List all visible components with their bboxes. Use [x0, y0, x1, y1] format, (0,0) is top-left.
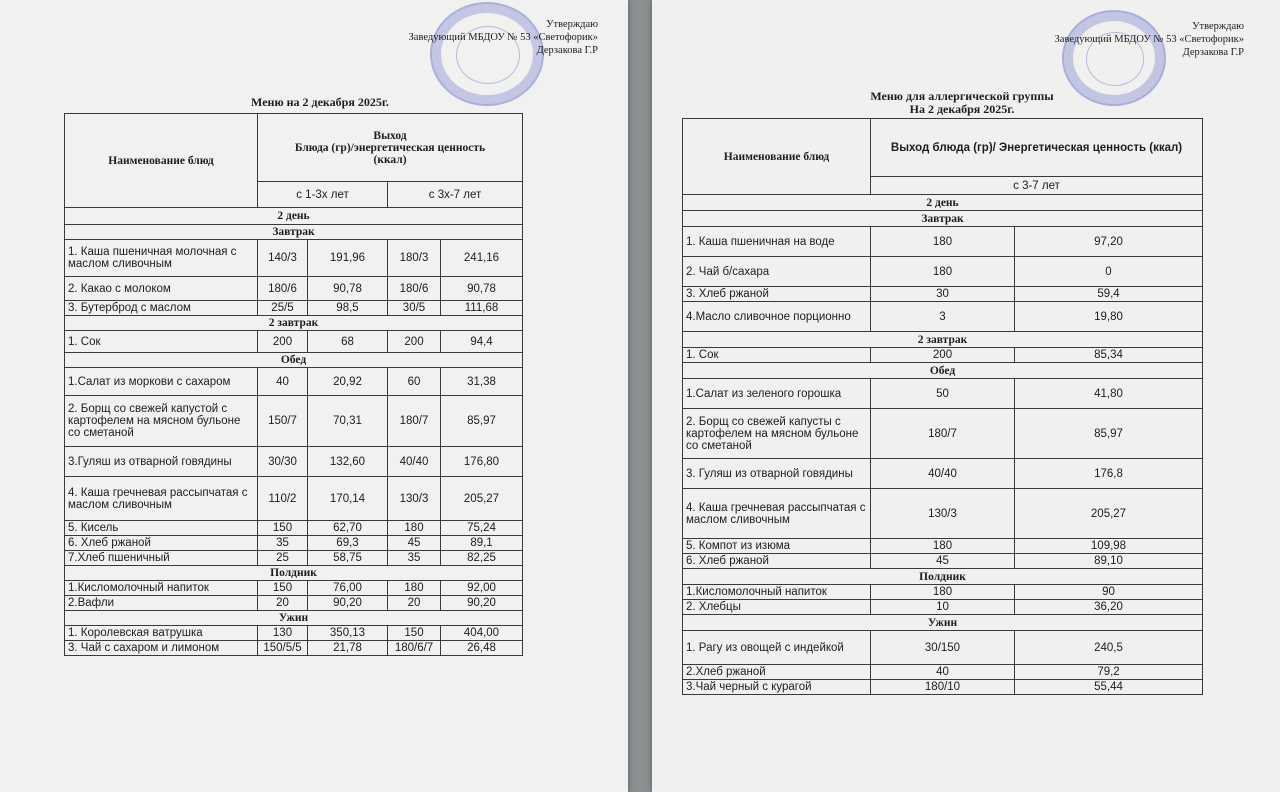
meal-section-title: Полдник — [683, 569, 1203, 585]
dish-row — [65, 596, 523, 611]
dish-kcal-3-7: 94,4 — [441, 331, 523, 353]
day-row — [683, 195, 1203, 211]
dish-kcal: 85,97 — [1015, 409, 1203, 459]
dish-name: 5. Компот из изюма — [683, 539, 871, 554]
dish-name: 2.Хлеб ржаной — [683, 665, 871, 680]
dish-name: 2. Борщ со свежей капустой с картофелем на мясном бульоне со сметаной — [65, 396, 258, 447]
meal-section-row — [65, 225, 523, 240]
dish-portion: 30/150 — [871, 631, 1015, 665]
meal-section-title: Ужин — [65, 611, 523, 626]
dish-name: 1. Сок — [65, 331, 258, 353]
dish-name: 6. Хлеб ржаной — [683, 554, 871, 569]
dish-name: 3.Чай черный с курагой — [683, 680, 871, 695]
dish-row — [683, 554, 1203, 569]
dish-name: 1. Каша пшеничная молочная с маслом сливочным — [65, 240, 258, 277]
dish-kcal: 79,2 — [1015, 665, 1203, 680]
dish-portion: 180/10 — [871, 680, 1015, 695]
meal-section-title: Ужин — [683, 615, 1203, 631]
dish-portion: 180 — [871, 227, 1015, 257]
title-line-group: Меню для аллергической группы — [870, 89, 1054, 103]
dish-kcal-1-3: 76,00 — [308, 581, 388, 596]
day-row — [65, 208, 523, 225]
dish-portion: 200 — [871, 348, 1015, 363]
dish-portion-1-3: 180/6 — [258, 277, 308, 301]
dish-row — [65, 331, 523, 353]
dish-portion: 10 — [871, 600, 1015, 615]
dish-kcal: 59,4 — [1015, 287, 1203, 302]
dish-kcal-3-7: 90,78 — [441, 277, 523, 301]
dish-portion: 50 — [871, 379, 1015, 409]
page-title: Меню на 2 декабря 2025г. — [251, 95, 389, 109]
dish-kcal-3-7: 75,24 — [441, 521, 523, 536]
dish-row — [65, 447, 523, 477]
dish-name: 1.Кисломолочный напиток — [65, 581, 258, 596]
dish-portion-3-7: 130/3 — [388, 477, 441, 521]
dish-name: 3. Гуляш из отварной говядины — [683, 459, 871, 489]
dish-portion: 180/7 — [871, 409, 1015, 459]
dish-row — [65, 368, 523, 396]
dish-portion-1-3: 110/2 — [258, 477, 308, 521]
dish-portion-3-7: 30/5 — [388, 301, 441, 316]
dish-row — [683, 257, 1203, 287]
dish-portion-3-7: 180 — [388, 581, 441, 596]
column-header-output — [258, 114, 523, 182]
dish-row — [65, 581, 523, 596]
dish-name: 3.Гуляш из отварной говядины — [65, 447, 258, 477]
dish-row — [683, 379, 1203, 409]
dish-portion: 30 — [871, 287, 1015, 302]
dish-portion-3-7: 60 — [388, 368, 441, 396]
column-header-age-1-3: с 1-3х лет — [258, 182, 388, 208]
dish-kcal-3-7: 89,1 — [441, 536, 523, 551]
dish-kcal-3-7: 31,38 — [441, 368, 523, 396]
dish-kcal-1-3: 132,60 — [308, 447, 388, 477]
approval-block — [300, 18, 598, 57]
output-header-line: Блюда (гр)/энергетическая ценность — [294, 141, 486, 154]
dish-name: 3. Хлеб ржаной — [683, 287, 871, 302]
dish-portion-1-3: 130 — [258, 626, 308, 641]
left-menu-sheet — [0, 0, 628, 792]
dish-portion-1-3: 140/3 — [258, 240, 308, 277]
column-header-age-3-7: с 3-7 лет — [871, 177, 1203, 195]
dish-portion-3-7: 45 — [388, 536, 441, 551]
dish-kcal: 205,27 — [1015, 489, 1203, 539]
approval-position: Заведующий МБДОУ № 53 «Светофорик» — [408, 32, 598, 43]
dish-kcal: 36,20 — [1015, 600, 1203, 615]
dish-portion-1-3: 150 — [258, 521, 308, 536]
meal-section-row — [65, 316, 523, 331]
dish-row — [683, 665, 1203, 680]
dish-name: 4. Каша гречневая рассыпчатая с маслом сливочным — [683, 489, 871, 539]
dish-name: 4.Масло сливочное порционно — [683, 302, 871, 332]
dish-kcal-1-3: 62,70 — [308, 521, 388, 536]
dish-portion: 180 — [871, 585, 1015, 600]
dish-kcal: 97,20 — [1015, 227, 1203, 257]
dish-kcal: 109,98 — [1015, 539, 1203, 554]
dish-portion-1-3: 150/5/5 — [258, 641, 308, 656]
meal-section-title: Завтрак — [683, 211, 1203, 227]
dish-kcal: 90 — [1015, 585, 1203, 600]
dish-portion-3-7: 180/7 — [388, 396, 441, 447]
dish-kcal-1-3: 98,5 — [308, 301, 388, 316]
dish-portion-3-7: 20 — [388, 596, 441, 611]
dish-kcal-1-3: 69,3 — [308, 536, 388, 551]
dish-name: 1. Рагу из овощей с индейкой — [683, 631, 871, 665]
dish-kcal-3-7: 85,97 — [441, 396, 523, 447]
dish-portion: 40 — [871, 665, 1015, 680]
approval-signatory: Дерзакова Г.Р — [1182, 47, 1244, 58]
column-header-name: Наименование блюд — [65, 114, 258, 208]
dish-kcal-3-7: 92,00 — [441, 581, 523, 596]
dish-name: 1.Кисломолочный напиток — [683, 585, 871, 600]
dish-portion-3-7: 180 — [388, 521, 441, 536]
dish-row — [65, 521, 523, 536]
dish-kcal-3-7: 176,80 — [441, 447, 523, 477]
page-title — [832, 90, 1092, 116]
dish-portion: 3 — [871, 302, 1015, 332]
dish-portion-1-3: 25/5 — [258, 301, 308, 316]
meal-section-row — [683, 569, 1203, 585]
meal-section-row — [65, 353, 523, 368]
dish-kcal-1-3: 20,92 — [308, 368, 388, 396]
dish-portion-1-3: 200 — [258, 331, 308, 353]
dish-row — [683, 302, 1203, 332]
title-line-date: На 2 декабря 2025г. — [909, 102, 1015, 116]
dish-portion-3-7: 200 — [388, 331, 441, 353]
dish-name: 2. Какао с молоком — [65, 277, 258, 301]
day-label: 2 день — [65, 208, 523, 225]
dish-kcal: 0 — [1015, 257, 1203, 287]
approval-block — [952, 20, 1244, 59]
dish-kcal-3-7: 111,68 — [441, 301, 523, 316]
dish-portion-3-7: 180/6/7 — [388, 641, 441, 656]
dish-portion-1-3: 20 — [258, 596, 308, 611]
dish-portion: 40/40 — [871, 459, 1015, 489]
dish-kcal-1-3: 90,20 — [308, 596, 388, 611]
dish-portion-3-7: 150 — [388, 626, 441, 641]
dish-kcal-3-7: 82,25 — [441, 551, 523, 566]
dish-name: 1. Каша пшеничная на воде — [683, 227, 871, 257]
dish-kcal: 41,80 — [1015, 379, 1203, 409]
dish-kcal-3-7: 205,27 — [441, 477, 523, 521]
dish-row — [65, 301, 523, 316]
dish-portion-1-3: 150/7 — [258, 396, 308, 447]
dish-row — [65, 396, 523, 447]
dish-row — [683, 348, 1203, 363]
dish-kcal-1-3: 191,96 — [308, 240, 388, 277]
dish-row — [65, 641, 523, 656]
column-header-name: Наименование блюд — [683, 119, 871, 195]
dish-portion-1-3: 30/30 — [258, 447, 308, 477]
dish-kcal-1-3: 68 — [308, 331, 388, 353]
dish-kcal-1-3: 21,78 — [308, 641, 388, 656]
meal-section-title: Завтрак — [65, 225, 523, 240]
dish-row — [65, 240, 523, 277]
meal-section-row — [683, 332, 1203, 348]
dish-portion: 180 — [871, 539, 1015, 554]
dish-kcal: 55,44 — [1015, 680, 1203, 695]
dish-row — [683, 489, 1203, 539]
dish-portion-1-3: 40 — [258, 368, 308, 396]
dish-kcal-1-3: 350,13 — [308, 626, 388, 641]
approval-position: Заведующий МБДОУ № 53 «Светофорик» — [1054, 34, 1244, 45]
dish-name: 5. Кисель — [65, 521, 258, 536]
dish-kcal-1-3: 58,75 — [308, 551, 388, 566]
approval-signatory: Дерзакова Г.Р — [536, 45, 598, 56]
dish-row — [65, 551, 523, 566]
dish-row — [65, 477, 523, 521]
dish-name: 2.Вафли — [65, 596, 258, 611]
meal-section-row — [683, 211, 1203, 227]
dish-kcal: 176,8 — [1015, 459, 1203, 489]
dish-row — [683, 227, 1203, 257]
dish-kcal: 89,10 — [1015, 554, 1203, 569]
dish-row — [65, 626, 523, 641]
day-label: 2 день — [683, 195, 1203, 211]
dish-portion-3-7: 35 — [388, 551, 441, 566]
dish-kcal-3-7: 26,48 — [441, 641, 523, 656]
dish-kcal: 19,80 — [1015, 302, 1203, 332]
dish-name: 2. Хлебцы — [683, 600, 871, 615]
dish-name: 3. Чай с сахаром и лимоном — [65, 641, 258, 656]
meal-section-row — [683, 615, 1203, 631]
dish-portion: 130/3 — [871, 489, 1015, 539]
dish-row — [683, 680, 1203, 695]
meal-section-title: Полдник — [65, 566, 523, 581]
dish-kcal-1-3: 170,14 — [308, 477, 388, 521]
dish-portion-1-3: 150 — [258, 581, 308, 596]
dish-portion-3-7: 180/3 — [388, 240, 441, 277]
header-row — [65, 114, 523, 182]
meal-section-row — [65, 611, 523, 626]
allergy-menu-table — [682, 118, 1203, 695]
dish-row — [65, 536, 523, 551]
dish-name: 3. Бутерброд с маслом — [65, 301, 258, 316]
dish-kcal-3-7: 241,16 — [441, 240, 523, 277]
meal-section-title: Обед — [683, 363, 1203, 379]
dish-row — [683, 585, 1203, 600]
dish-name: 1.Салат из моркови с сахаром — [65, 368, 258, 396]
dish-portion-1-3: 35 — [258, 536, 308, 551]
dish-kcal: 240,5 — [1015, 631, 1203, 665]
dish-row — [683, 409, 1203, 459]
dish-portion-1-3: 25 — [258, 551, 308, 566]
dish-name: 1.Салат из зеленого горошка — [683, 379, 871, 409]
dish-name: 1. Королевская ватрушка — [65, 626, 258, 641]
output-header-line: (ккал) — [373, 153, 407, 166]
dish-kcal-3-7: 404,00 — [441, 626, 523, 641]
dish-row — [683, 459, 1203, 489]
meal-section-row — [65, 566, 523, 581]
column-header-output: Выход блюда (гр)/ Энергетическая ценность (ккал) — [871, 119, 1203, 177]
meal-section-title: 2 завтрак — [65, 316, 523, 331]
dish-name: 7.Хлеб пшеничный — [65, 551, 258, 566]
meal-section-title: 2 завтрак — [683, 332, 1203, 348]
approval-label: Утверждаю — [546, 19, 598, 30]
dish-portion-3-7: 40/40 — [388, 447, 441, 477]
menu-table — [64, 113, 523, 656]
dish-row — [65, 277, 523, 301]
dish-name: 2. Чай б/сахара — [683, 257, 871, 287]
right-allergy-menu-sheet — [652, 0, 1280, 792]
header-row — [683, 119, 1203, 177]
dish-kcal: 85,34 — [1015, 348, 1203, 363]
dish-name: 6. Хлеб ржаной — [65, 536, 258, 551]
dish-row — [683, 600, 1203, 615]
meal-section-row — [683, 363, 1203, 379]
dish-portion: 180 — [871, 257, 1015, 287]
output-header-line: Выход — [373, 129, 407, 142]
meal-section-title: Обед — [65, 353, 523, 368]
dish-row — [683, 539, 1203, 554]
dish-portion-3-7: 180/6 — [388, 277, 441, 301]
approval-label: Утверждаю — [1192, 21, 1244, 32]
dish-kcal-3-7: 90,20 — [441, 596, 523, 611]
dish-name: 1. Сок — [683, 348, 871, 363]
dish-name: 2. Борщ со свежей капусты с картофелем на мясном бульоне со сметаной — [683, 409, 871, 459]
dish-row — [683, 287, 1203, 302]
dish-row — [683, 631, 1203, 665]
dish-name: 4. Каша гречневая рассыпчатая с маслом сливочным — [65, 477, 258, 521]
dish-kcal-1-3: 90,78 — [308, 277, 388, 301]
column-header-age-3-7: с 3х-7 лет — [388, 182, 523, 208]
dish-kcal-1-3: 70,31 — [308, 396, 388, 447]
dish-portion: 45 — [871, 554, 1015, 569]
